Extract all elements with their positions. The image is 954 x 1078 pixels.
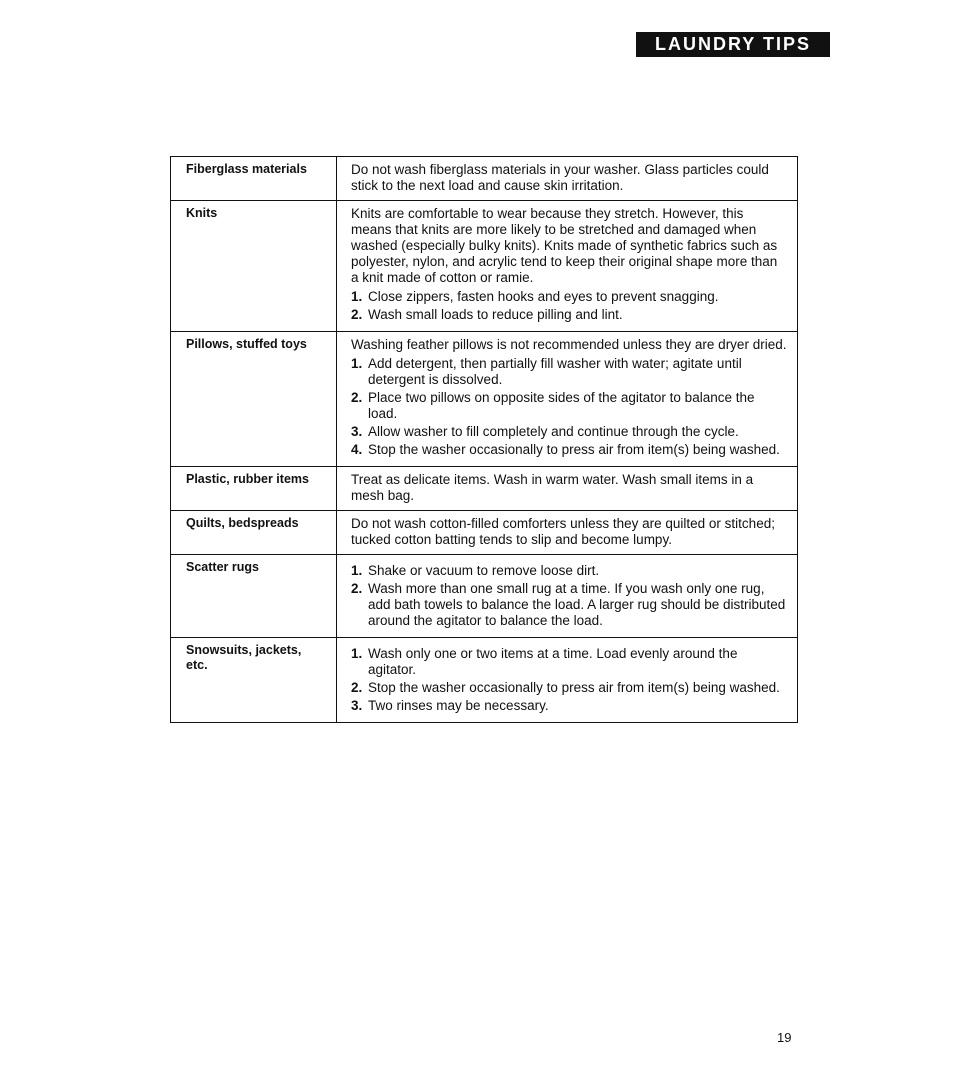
row-item-label: Pillows, stuffed toys [171,332,337,467]
step-text: Allow washer to fill completely and continue through the cycle. [368,424,739,439]
row-item-label: Plastic, rubber items [171,467,337,511]
step-item [351,356,787,388]
table-row [171,157,798,201]
step-number: 4. [351,442,363,457]
step-text: Stop the washer occasionally to press air from item(s) being washed. [368,680,780,695]
description-text: Treat as delicate items. Wash in warm water. Wash small items in a mesh bag. [351,472,754,503]
laundry-tips-table [170,156,798,723]
step-number: 1. [351,356,363,371]
step-item [351,307,787,323]
table-row [171,467,798,511]
step-number: 3. [351,698,363,713]
row-item-label: Fiberglass materials [171,157,337,201]
row-item-label: Snowsuits, jackets, etc. [171,638,337,723]
table-row [171,201,798,332]
row-description [337,555,798,638]
row-item-label: Knits [171,201,337,332]
description-text: Do not wash cotton-filled comforters unless they are quilted or stitched; tucked cotton batting tends to slip and become lumpy. [351,516,775,547]
step-number: 2. [351,680,363,695]
description-text: Do not wash fiberglass materials in your washer. Glass particles could stick to the next load and cause skin irritation. [351,162,769,193]
step-number: 1. [351,646,363,661]
step-number: 2. [351,307,363,322]
step-text: Two rinses may be necessary. [368,698,549,713]
step-number: 3. [351,424,363,439]
step-item [351,289,787,305]
step-list [351,289,787,323]
step-number: 1. [351,563,363,578]
step-list [351,563,787,629]
description-text: Washing feather pillows is not recommended unless they are dryer dried. [351,337,787,352]
step-number: 1. [351,289,363,304]
step-text: Place two pillows on opposite sides of the agitator to balance the load. [368,390,755,421]
row-description [337,511,798,555]
step-item [351,563,787,579]
step-text: Wash small loads to reduce pilling and lint. [368,307,623,322]
row-description [337,467,798,511]
step-text: Add detergent, then partially fill washer with water; agitate until detergent is dissolved. [368,356,742,387]
page-number: 19 [777,1030,792,1045]
step-item [351,390,787,422]
table-row [171,511,798,555]
step-item [351,424,787,440]
step-item [351,442,787,458]
row-item-label: Scatter rugs [171,555,337,638]
step-list [351,356,787,458]
table-row [171,555,798,638]
table-row [171,332,798,467]
row-item-label: Quilts, bedspreads [171,511,337,555]
table-row [171,638,798,723]
row-description [337,157,798,201]
step-item [351,698,787,714]
row-description [337,201,798,332]
step-text: Shake or vacuum to remove loose dirt. [368,563,600,578]
step-text: Wash more than one small rug at a time. If you wash only one rug, add bath towels to balance the load. A larger rug should be distributed around the agitator to balance the load. [368,581,786,628]
section-header: LAUNDRY TIPS [636,32,830,57]
row-description [337,638,798,723]
step-number: 2. [351,390,363,405]
step-number: 2. [351,581,363,596]
row-description [337,332,798,467]
step-item [351,680,787,696]
step-list [351,646,787,714]
step-text: Wash only one or two items at a time. Load evenly around the agitator. [368,646,738,677]
step-item [351,581,787,629]
step-text: Stop the washer occasionally to press air from item(s) being washed. [368,442,780,457]
description-text: Knits are comfortable to wear because they stretch. However, this means that knits are more likely to be stretched and damaged when washed (especially bulky knits). Knits made of synthetic fabrics such as polyester, nylon, and acrylic tend to keep their original shape more than a knit made of cotton or ramie. [351,206,778,285]
step-item [351,646,787,678]
step-text: Close zippers, fasten hooks and eyes to prevent snagging. [368,289,719,304]
